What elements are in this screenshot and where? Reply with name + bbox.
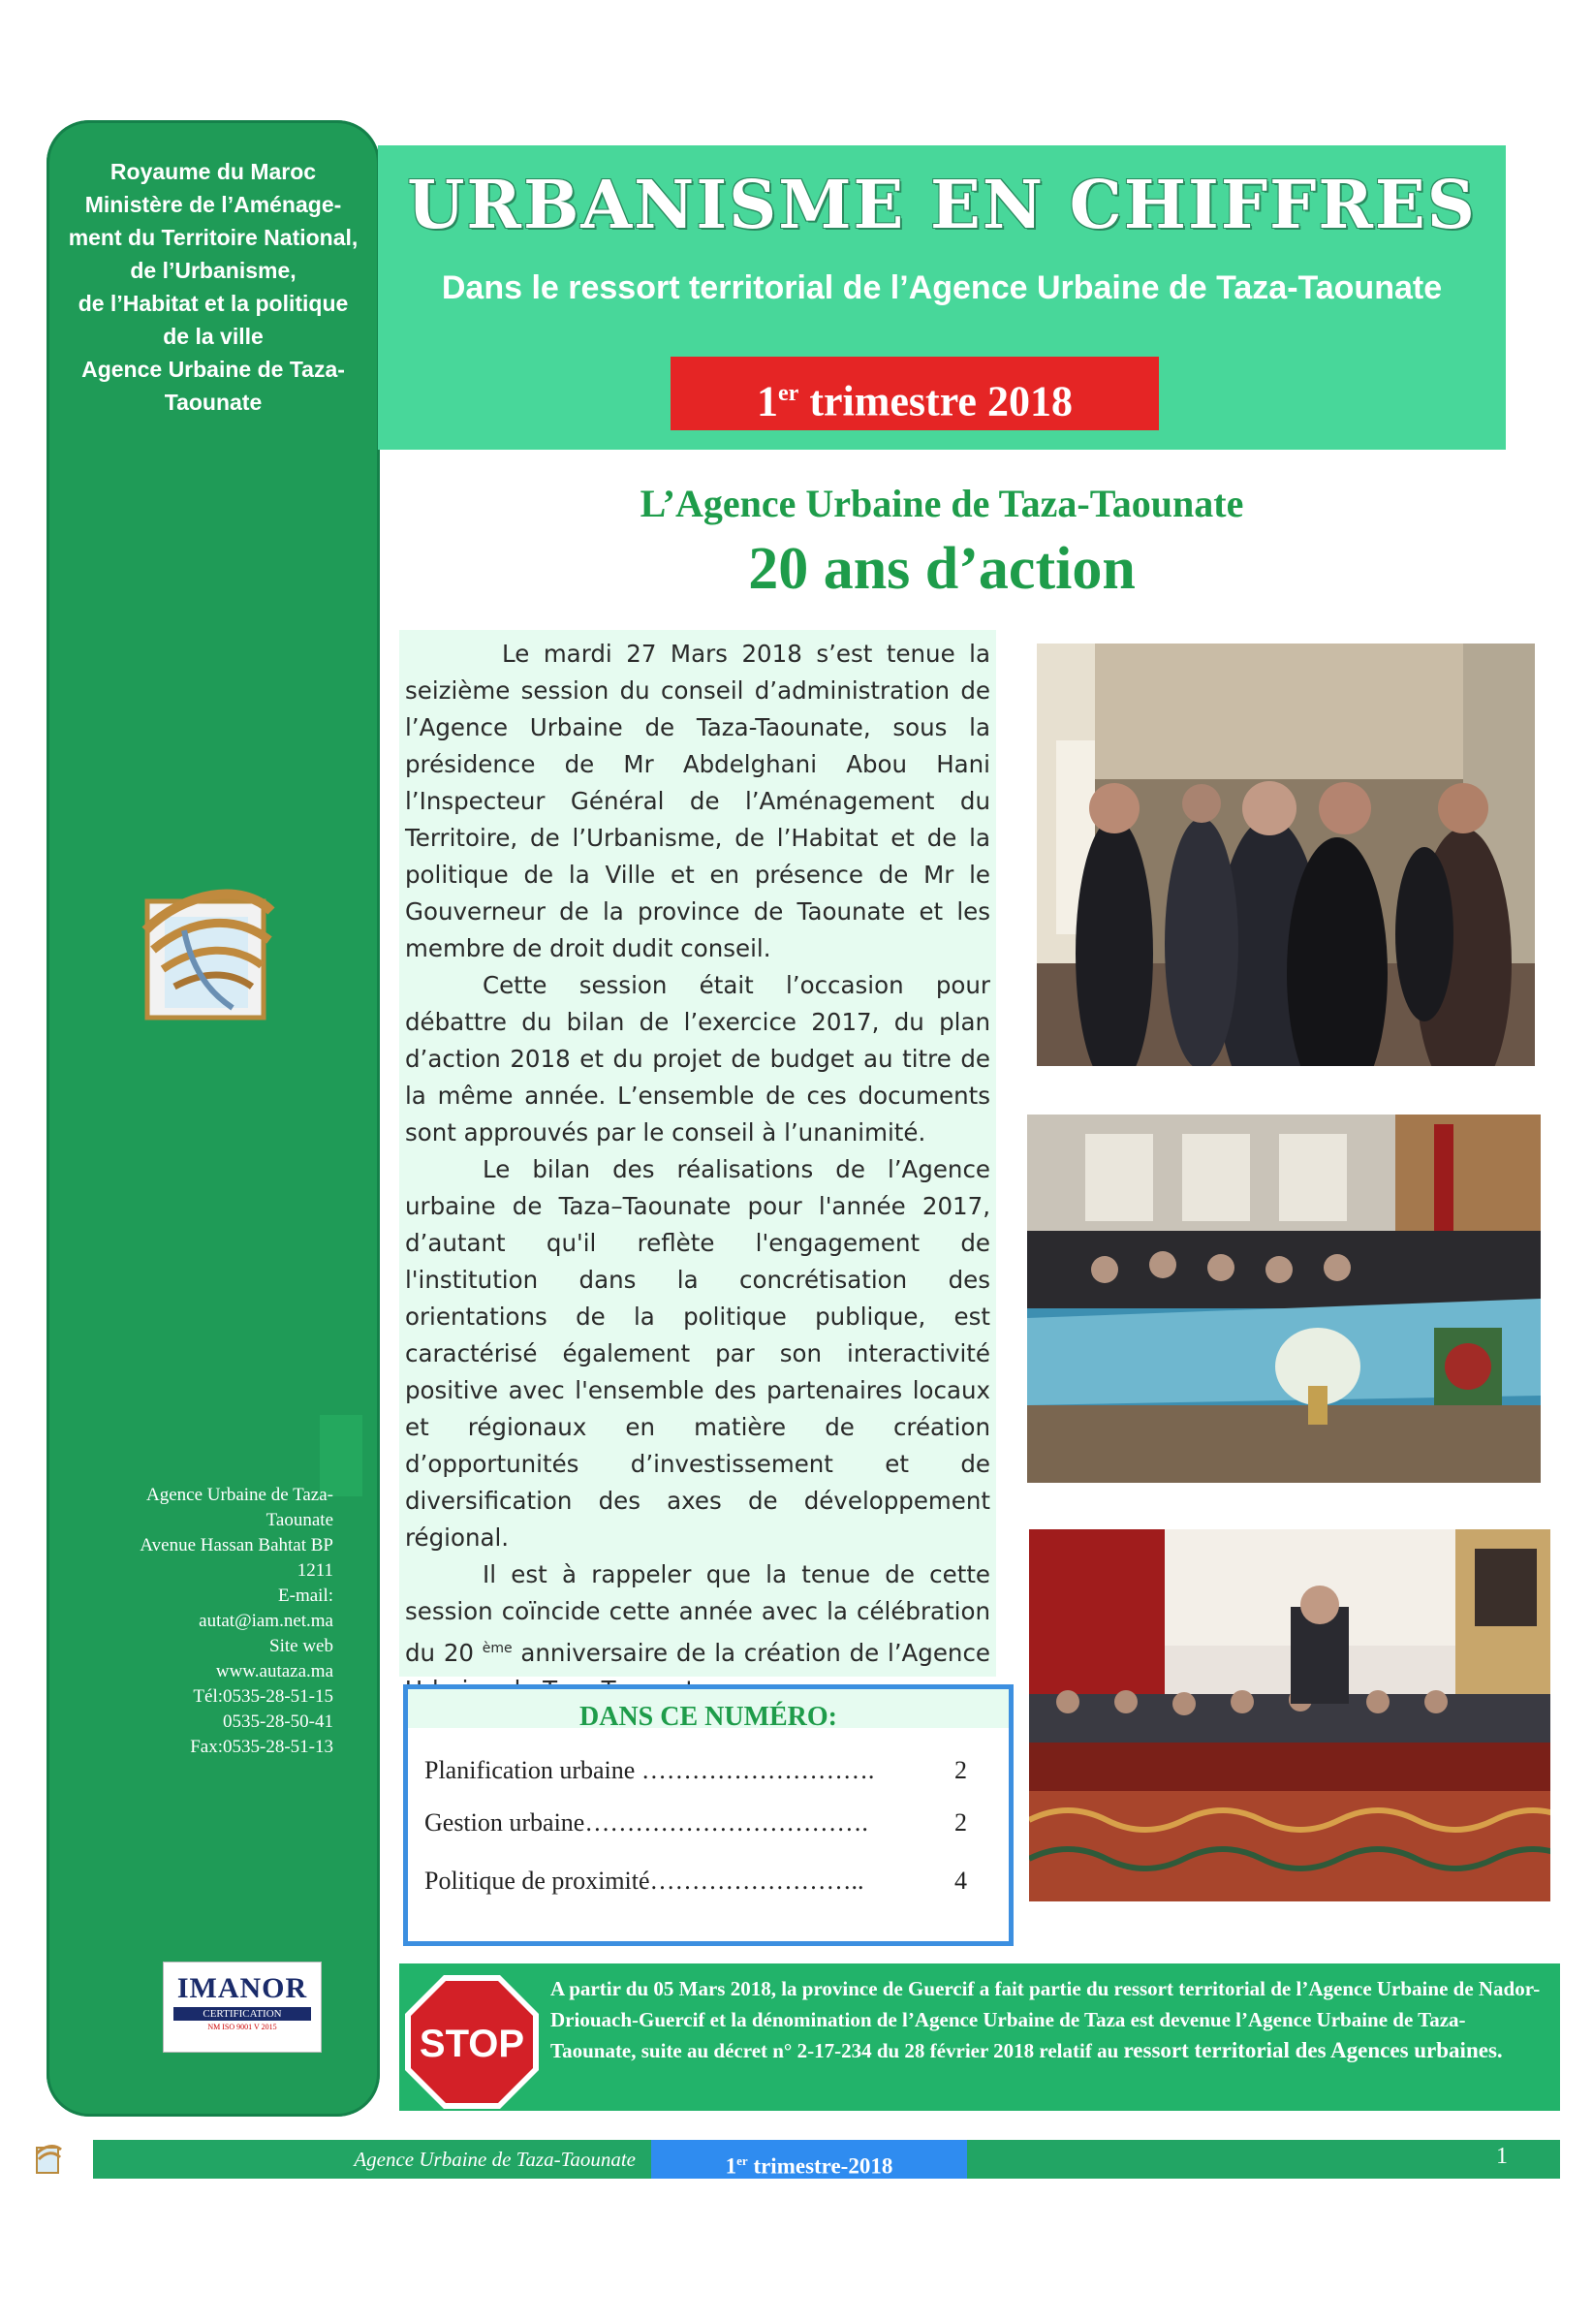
toc-item-label: Planification urbaine ………………………. bbox=[424, 1756, 875, 1784]
imanor-certification-badge bbox=[163, 1962, 322, 2053]
phone-line: Tél:0535-28-51-15 bbox=[193, 1686, 333, 1707]
page-number: 1 bbox=[1496, 2144, 1508, 2169]
headline-agency: L’Agence Urbaine de Taza-Taounate bbox=[640, 482, 1244, 525]
ministry-header bbox=[58, 155, 368, 419]
contact-line: Avenue Hassan Bahtat BP bbox=[140, 1535, 333, 1555]
ministry-line: Agence Urbaine de Taza- bbox=[81, 357, 345, 382]
headline-main: 20 ans d’action bbox=[748, 536, 1136, 602]
notice-text bbox=[550, 1973, 1548, 2066]
toc-item[interactable] bbox=[424, 1756, 967, 1785]
toc-item-page: 2 bbox=[954, 1808, 967, 1837]
ministry-line: Ministère de l’Aménage- bbox=[84, 192, 342, 217]
phone-line: 0535-28-50-41 bbox=[223, 1712, 333, 1732]
contact-line: Taounate bbox=[266, 1510, 333, 1530]
ministry-line: de l’Urbanisme, bbox=[130, 258, 297, 283]
newsletter-title: URBANISME EN CHIFFRES bbox=[407, 167, 1477, 244]
contact-line: 1211 bbox=[297, 1560, 333, 1581]
ordinal-suffix: ème bbox=[482, 1641, 513, 1656]
footer-quarter-number: 1 bbox=[725, 2153, 737, 2179]
toc-item-label: Politique de proximité…………………….. bbox=[424, 1867, 864, 1895]
quarter-text: trimestre 2018 bbox=[798, 377, 1073, 425]
ministry-line: Taounate bbox=[164, 390, 263, 415]
contact-line: Agence Urbaine de Taza- bbox=[146, 1485, 333, 1505]
article-text: Il est à rappeler que la tenue de cette session coïncide cette année avec la célébration du 20 bbox=[405, 1560, 990, 1668]
ministry-line: Royaume du Maroc bbox=[109, 159, 317, 184]
quarter-badge bbox=[671, 357, 1159, 430]
contact-line: Site web bbox=[269, 1636, 333, 1656]
footer-logo-icon bbox=[35, 2142, 62, 2175]
toc-title: DANS CE NUMÉRO: bbox=[579, 1702, 837, 1732]
toc-item[interactable] bbox=[424, 1867, 967, 1896]
footer-quarter-suffix: er bbox=[736, 2153, 748, 2168]
toc-item-page: 4 bbox=[954, 1867, 967, 1895]
contact-info bbox=[62, 1483, 333, 1760]
notice-body: A partir du 05 Mars 2018, la province de Guercif a fait partie du ressort territorial de l’Agence Urbaine de Nador-Driouach-Guercif et la dénomination de l’Agence Urbaine de Taza est devenue l’Agence Urbaine de Taza-Taounate, suite au décret n° 2-17-234 du 28 février 2018 relatif au bbox=[550, 1977, 1541, 2062]
photo-board-meeting bbox=[1027, 1115, 1541, 1483]
footer-quarter bbox=[651, 2140, 967, 2179]
article-body bbox=[405, 636, 990, 1709]
ministry-line: de l’Habitat et la politique bbox=[78, 291, 349, 316]
photo-session-speaker bbox=[1029, 1529, 1550, 1901]
imanor-norm: NM ISO 9001 V 2015 bbox=[207, 2023, 277, 2031]
contact-line: E-mail: bbox=[278, 1586, 333, 1606]
notice-emphasis: ressort territorial des Agences urbaines. bbox=[1123, 2038, 1503, 2062]
newsletter-subtitle: Dans le ressort territorial de l’Agence Urbaine de Taza-Taounate bbox=[441, 269, 1443, 306]
photo-officials-visit bbox=[1037, 644, 1535, 1066]
imanor-label: CERTIFICATION bbox=[173, 2007, 311, 2021]
quarter-number: 1 bbox=[757, 377, 779, 425]
ministry-line: de la ville bbox=[163, 324, 264, 349]
agency-logo bbox=[126, 872, 281, 1027]
sidebar-panel bbox=[47, 120, 380, 2117]
quarter-suffix: er bbox=[778, 381, 799, 406]
toc-item-label: Gestion urbaine……………………………. bbox=[424, 1808, 868, 1837]
article-paragraph: Le bilan des réalisations de l’Agence urbaine de Taza–Taounate pour l'année 2017, d’autant qu'il reflète l'engagement de l'institution dans la concrétisation des orientations de la politique publique, est caractérisé également par son interactivité positive avec l'ensemble des partenaires locaux et régionaux en matière de création d’opportunités d’investissement et de diversification des axes de développement régional. bbox=[405, 1155, 990, 1552]
website-link[interactable]: www.autaza.ma bbox=[215, 1661, 333, 1681]
footer-quarter-text: trimestre-2018 bbox=[747, 2153, 893, 2179]
imanor-brand: IMANOR bbox=[176, 1972, 308, 2004]
ministry-line: ment du Territoire National, bbox=[68, 225, 359, 250]
email-link[interactable]: autat@iam.net.ma bbox=[199, 1611, 333, 1631]
article-paragraph: Cette session était l’occasion pour débattre du bilan de l’exercice 2017, du plan d’action 2018 et du projet de budget au titre de la même année. L’ensemble de ces documents sont approuvés par le conseil à l’unanimité. bbox=[405, 971, 990, 1146]
footer-org: Agence Urbaine de Taza-Taounate bbox=[354, 2148, 636, 2171]
fax-line: Fax:0535-28-51-13 bbox=[190, 1737, 333, 1757]
article-paragraph: Le mardi 27 Mars 2018 s’est tenue la seizième session du conseil d’administration de l’Agence Urbaine de Taza-Taounate, sous la présidence de Mr Abdelghani Abou Hani l’Inspecteur Général de l’Aménagement du Territoire, de l’Urbanisme, de l’Habitat et de la politique de la Ville et en présence de Mr le Gouverneur de la province de Taounate et les membre de droit dudit conseil. bbox=[405, 640, 990, 962]
toc-item-page: 2 bbox=[954, 1756, 967, 1784]
article-text: anniversaire de la création de l’Agence bbox=[520, 1639, 990, 1668]
stop-sign-icon bbox=[403, 1973, 541, 2111]
toc-item[interactable] bbox=[424, 1808, 967, 1837]
stop-sign-text: STOP bbox=[419, 2023, 525, 2065]
